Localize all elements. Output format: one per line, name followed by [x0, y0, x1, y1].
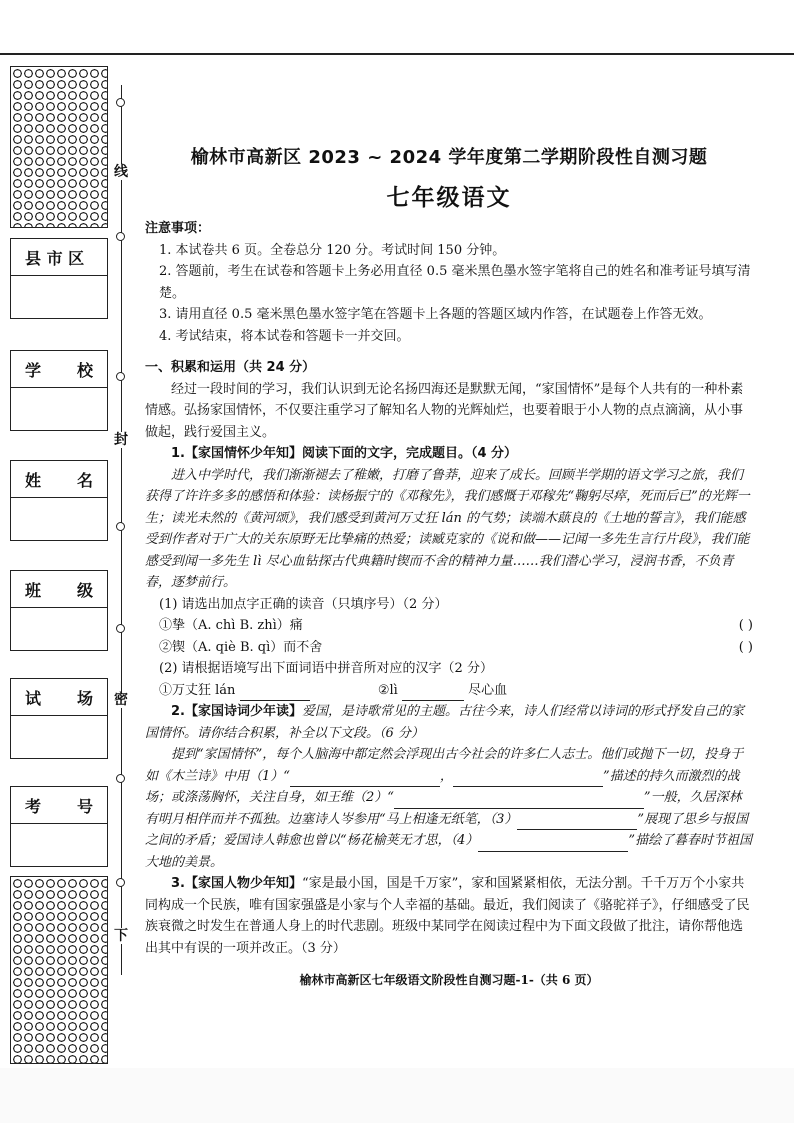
option-text: ②锲（A. qiè B. qì）而不舍	[159, 639, 323, 655]
section-heading: 一、积累和运用（共 24 分）	[145, 360, 316, 375]
cut-word-secret: 密	[114, 692, 128, 708]
field-blank[interactable]	[11, 824, 107, 866]
passage-text: ”描述的持久而激烈的战场；或涤荡胸怀，关注自身，如王维（2）“	[145, 768, 740, 805]
passage-text: ，	[439, 768, 453, 784]
field-label	[11, 351, 107, 388]
cut-circle	[116, 774, 125, 783]
cut-word-line: 线	[114, 164, 128, 180]
question-1-heading: 1.【家国情怀少年知】阅读下面的文字，完成题目。（4 分）	[171, 446, 518, 461]
field-label	[11, 461, 107, 498]
field-exam-number[interactable]	[10, 786, 108, 867]
cut-word-below: 下	[114, 928, 128, 944]
answer-blank[interactable]	[478, 837, 628, 852]
cut-word-seal: 封	[114, 432, 128, 448]
field-blank[interactable]	[11, 716, 107, 758]
answer-paren[interactable]: ( )	[738, 618, 753, 633]
field-exam-room[interactable]	[10, 678, 108, 759]
field-blank[interactable]	[11, 276, 107, 318]
question-1-2-blanks	[145, 680, 753, 702]
field-school[interactable]	[10, 350, 108, 431]
question-3-heading: 3.【家国人物少年知】	[171, 876, 302, 891]
bottom-band	[0, 1068, 794, 1123]
answer-blank[interactable]	[453, 772, 603, 787]
section-intro: 经过一段时间的学习，我们认识到无论名扬四海还是默默无闻，“家国情怀”是每个人共有的一种朴素情感。弘扬家国情怀，不仅要注重学习了解知名人物的光辉灿烂，也要着眼于小人物的点点滴滴，从小事做起，践行爱国主义。	[145, 381, 744, 440]
page-subtitle: 七年级语文	[386, 185, 512, 211]
dot-pattern-bottom	[10, 876, 108, 1064]
blank-prompt: ②lì	[377, 682, 398, 698]
field-label-right: 号	[76, 796, 93, 816]
field-label-left: 学	[25, 360, 42, 380]
blank-prompt-tail: 尽心血	[468, 682, 508, 698]
page-title: 榆林市高新区 2023 ~ 2024 学年度第二学期阶段性自测习题	[190, 147, 708, 168]
notice-item: 4. 考试结束，将本试卷和答题卡一并交回。	[159, 328, 410, 344]
option-text: ①挚（A. chì B. zhì）痛	[159, 618, 303, 633]
question-2-passage	[145, 744, 753, 873]
answer-blank[interactable]	[584, 794, 644, 809]
passage-text: ”一般，久居深林有明月相伴而并不孤独。边塞诗人岑参用“马上相逢无纸笔，（3）	[145, 790, 742, 827]
page-footer: 榆林市高新区七年级语文阶段性自测习题-1-（共 6 页）	[299, 973, 599, 987]
field-label-left: 班	[25, 580, 42, 600]
field-label	[11, 679, 107, 716]
field-label-right: 级	[76, 580, 93, 600]
field-blank[interactable]	[11, 388, 107, 430]
field-label-right: 场	[76, 688, 93, 708]
notice-heading: 注意事项：	[145, 221, 211, 236]
cut-circle	[116, 232, 125, 241]
question-1-1-b	[145, 637, 753, 659]
answer-blank[interactable]	[394, 794, 584, 809]
question-1-1-a	[145, 615, 753, 637]
field-name[interactable]	[10, 460, 108, 541]
field-label-left: 试	[25, 688, 42, 708]
notice-item: 2. 答题前，考生在试卷和答题卡上务必用直径 0.5 毫米黑色墨水签字笔将自己的姓名和准考证号填写清楚。	[159, 264, 751, 301]
field-label-left: 县 市 区	[25, 248, 85, 268]
passage-text: ”展现了思乡与报国之间的矛盾；爱国诗人韩愈也曾以“杨花榆荚无才思，（4）	[145, 811, 749, 848]
field-county[interactable]	[10, 238, 108, 319]
cut-circle	[116, 878, 125, 887]
answer-blank[interactable]	[402, 686, 464, 701]
field-label	[11, 787, 107, 824]
answer-blank[interactable]	[290, 772, 440, 787]
question-3-text: “家是最小国，国是千万家”，家和国紧紧相依，无法分割。千千万万个小家共同构成一个民族，唯有国家强盛是小家与个人幸福的基础。最近，我们阅读了《骆驼祥子》，仔细感受了民族衰微之时发生在普通人身上的时代悲剧。班级中某同学在阅读过程中为下面文段做了批注，请你帮他选出其中有误的一项并改正。（3 分）	[145, 876, 750, 956]
question-3	[145, 873, 753, 959]
blank-prompt: ①万丈狂 lán	[159, 682, 236, 698]
answer-paren[interactable]: ( )	[738, 639, 753, 655]
cut-circle	[116, 98, 125, 107]
field-label	[11, 239, 107, 276]
cut-circle	[116, 522, 125, 531]
answer-blank[interactable]	[240, 686, 310, 701]
question-1-passage: 进入中学时代，我们渐渐褪去了稚嫩，打磨了鲁莽，迎来了成长。回顾半学期的语文学习之旅，我们获得了许许多多的感悟和体验：读杨振宁的《邓稼先》，我们感慨于邓稼先“鞠躬尽瘁，死而后已”的光辉一生；读光未然的《黄河颂》，我们感受到黄河万丈狂 lán 的气势；读端木蕻良的《土地的誓言》，我们能感受到作者对于广大的关东原野无比挚痛的热爱；读臧克家的《说和做——记闻一多先生言行片段》，我们能感受到闻一多先生 lì 尽心血钻探古代典籍时锲而不舍的精神力量……我们潜心学习，浸润书香，不负青春，逐梦前行。	[145, 467, 750, 590]
question-2	[145, 701, 753, 744]
notice-item: 1. 本试卷共 6 页。全卷总分 120 分。考试时间 150 分钟。	[159, 242, 506, 258]
field-class[interactable]	[10, 570, 108, 651]
field-label	[11, 571, 107, 608]
exam-page	[145, 135, 753, 988]
passage-text: ”描绘了暮春时节祖国大地的美景。	[145, 833, 753, 870]
question-1-1: (1) 请选出加点字正确的读音（只填序号）（2 分）	[159, 596, 448, 612]
question-2-text: 爱国，是诗歌常见的主题。古往今来，诗人们经常以诗词的形式抒发自己的家国情怀。请你结合积累，补全以下文段。（6 分）	[145, 704, 744, 741]
field-label-right: 名	[76, 470, 93, 490]
field-blank[interactable]	[11, 608, 107, 650]
cut-circle	[116, 372, 125, 381]
cut-circle	[116, 624, 125, 633]
field-label-right: 校	[76, 360, 93, 380]
field-label-left: 考	[25, 796, 42, 816]
field-blank[interactable]	[11, 498, 107, 540]
field-label-left: 姓	[25, 470, 42, 490]
passage-text: 提到“家国情怀”，每个人脑海中都定然会浮现出古今社会的许多仁人志士。他们或抛下一切，投身于如《木兰诗》中用（1）“	[145, 747, 744, 784]
notice-item: 3. 请用直径 0.5 毫米黑色墨水签字笔在答题卡上各题的答题区域内作答，在试题卷上作答无效。	[159, 307, 712, 322]
question-2-heading: 2.【家国诗词少年读】	[171, 704, 302, 719]
answer-blank[interactable]	[517, 815, 637, 830]
question-1-2: (2) 请根据语境写出下面词语中拼音所对应的汉字（2 分）	[159, 661, 493, 676]
dot-pattern-top	[10, 66, 108, 228]
top-rule	[0, 53, 794, 55]
